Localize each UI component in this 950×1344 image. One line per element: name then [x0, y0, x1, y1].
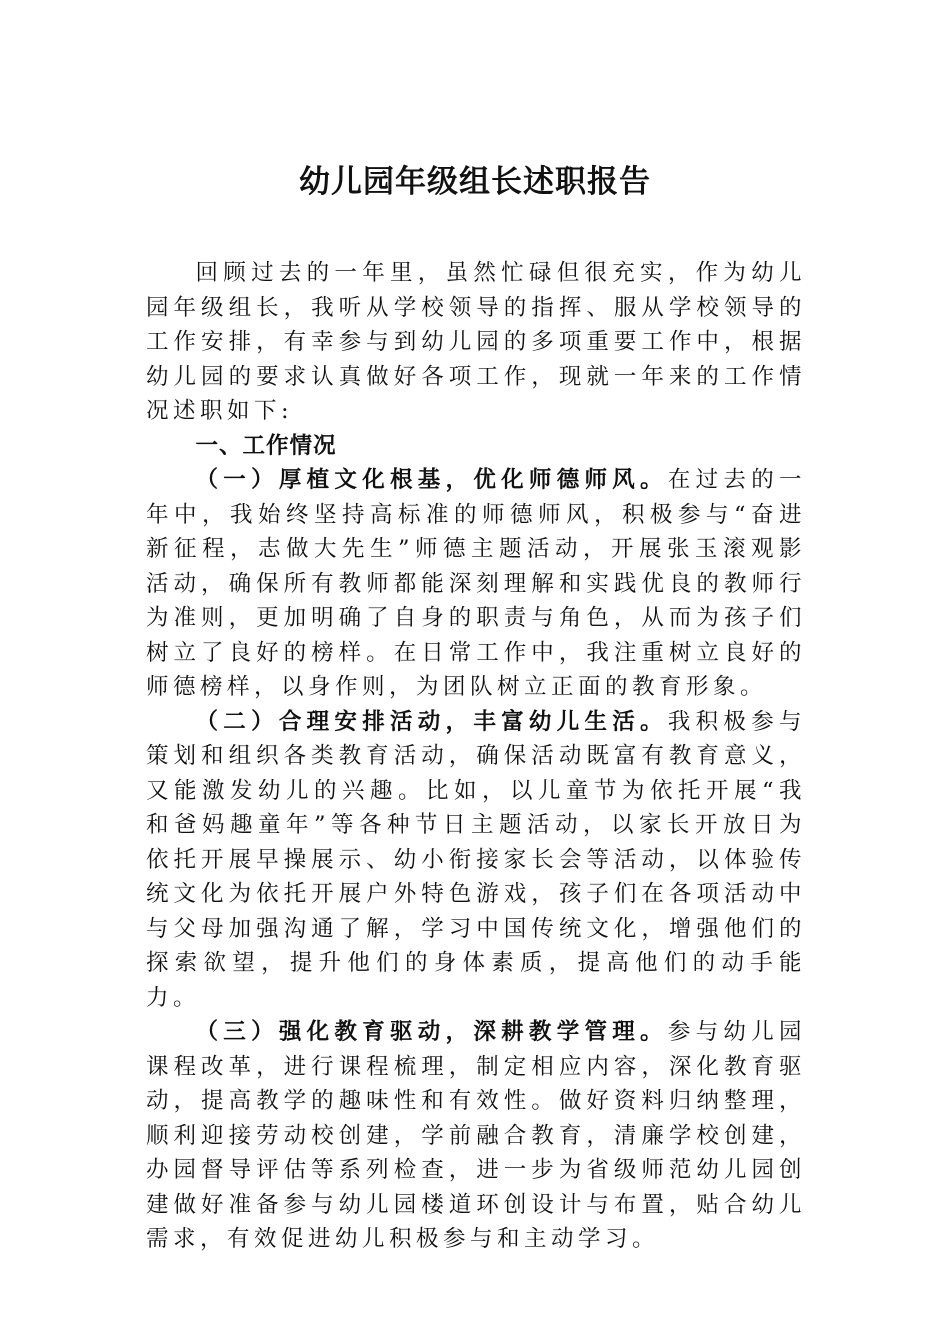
item-text-2: 我积极参与策划和组织各类教育活动，确保活动既富有教育意义，又能激发幼儿的兴趣。比如，以儿童节为依托开展“我和爸妈趣童年”等各种节日主题活动，以家长开放日为依托开展早操展示、幼小衔接家长会等活动，以体验传统文化为依托开展户外特色游戏，孩子们在各项活动中与父母加强沟通了解，学习中国传统文化，增强他们的探索欲望，提升他们的身体素质，提高他们的动手能力。: [146, 708, 806, 1011]
item-lead-1: （一）厚植文化根基，优化师德师风。: [195, 467, 668, 493]
item-lead-2: （二）合理安排活动，丰富幼儿生活。: [195, 708, 668, 735]
page-title: 幼儿园年级组长述职报告: [299, 164, 651, 200]
item-paragraph-1: [146, 463, 806, 705]
item-text-3: 参与幼儿园课程改革，进行课程梳理，制定相应内容，深化教育驱动，提高教学的趣味性和有效性。做好资料归纳整理，顺利迎接劳动校创建，学前融合教育，清廉学校创建，办园督导评估等系列检查，进一步为省级师范幼儿园创建做好准备参与幼儿园楼道环创设计与布置，贴合幼儿需求，有效促进幼儿积极参与和主动学习。: [146, 1019, 806, 1252]
item-paragraph-2: [146, 705, 806, 1016]
section-heading-work-status: 一、工作情况: [195, 432, 337, 459]
document-body: [146, 256, 806, 1257]
item-lead-3: （三）强化教育驱动，深耕教学管理。: [195, 1019, 668, 1045]
item-paragraph-3: [146, 1015, 806, 1257]
intro-paragraph: 回顾过去的一年里，虽然忙碌但很充实，作为幼儿园年级组长，我听从学校领导的指挥、服从学校领导的工作安排，有幸参与到幼儿园的多项重要工作中，根据幼儿园的要求认真做好各项工作，现就一年来的工作情况述职如下:: [146, 260, 806, 424]
item-text-1: 在过去的一年中，我始终坚持高标准的师德师风，积极参与“奋进新征程，志做大先生”师德主题活动，开展张玉滚观影活动，确保所有教师都能深刻理解和实践优良的教师行为准则，更加明确了自身的职责与角色，从而为孩子们树立了良好的榜样。在日常工作中，我注重树立良好的师德榜样，以身作则，为团队树立正面的教育形象。: [146, 467, 806, 700]
